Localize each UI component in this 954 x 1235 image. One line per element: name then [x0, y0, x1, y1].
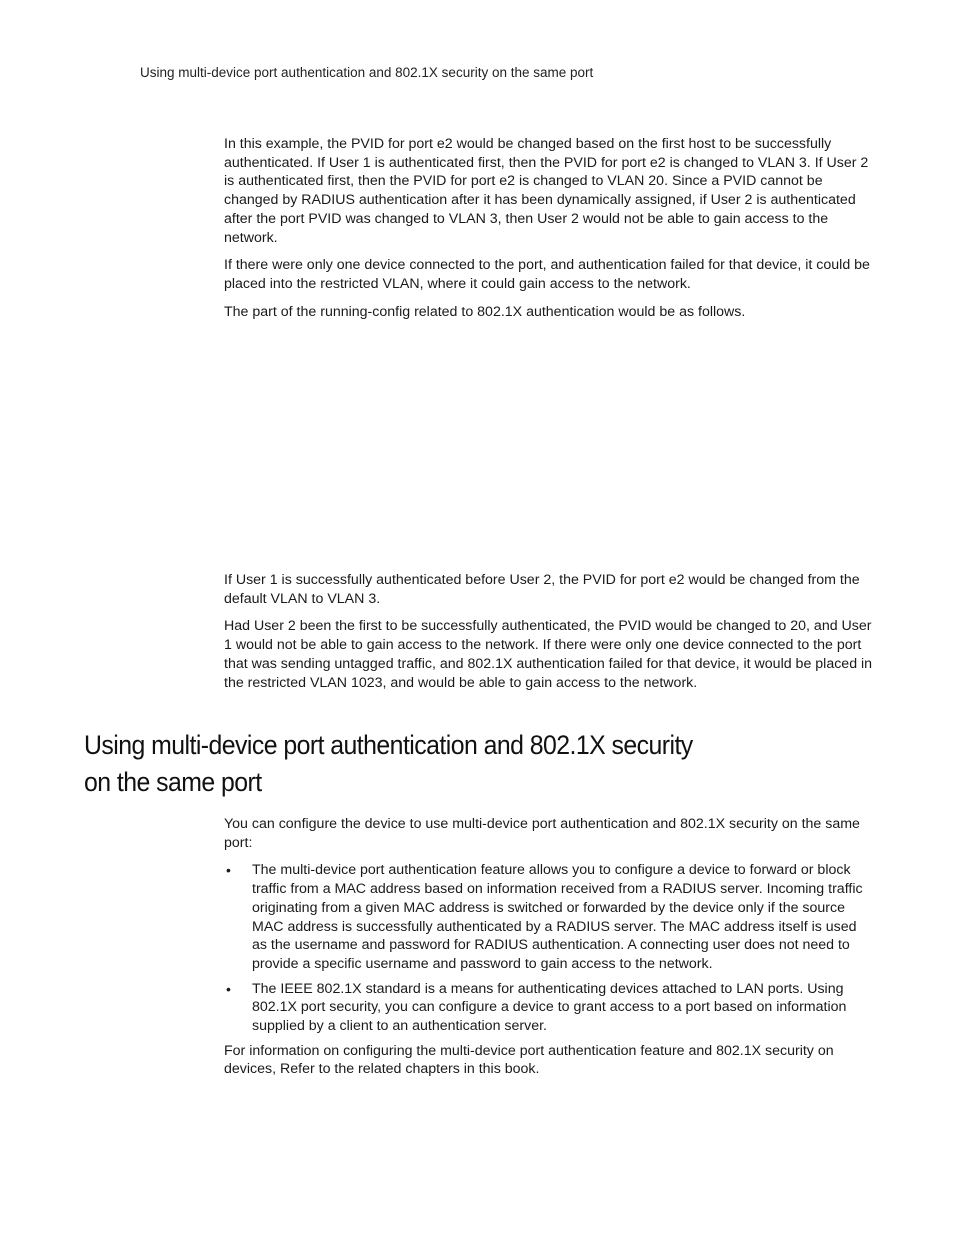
bullet-list	[224, 861, 874, 1035]
example-text-block	[224, 135, 874, 330]
bullet-icon: •	[226, 862, 231, 879]
bullet-text: The multi-device port authentication feature allows you to configure a device to forward or block traffic from a MAC address based on information received from a RADIUS server. Incoming traffic originating from a given MAC address is switched or forwarded by the device only if the source MAC address is successfully authenticated by a RADIUS server. The MAC address itself is used as the username and password for RADIUS authentication. A connecting user does not need to provide a specific username and password to gain access to the network.	[252, 862, 863, 972]
section-heading	[84, 727, 746, 801]
example-paragraph-running-config: The part of the running-config related to 802.1X authentication would be as follows.	[224, 303, 746, 320]
bullet-item-ieee	[224, 980, 874, 1036]
example-paragraph-pvid: In this example, the PVID for port e2 would be changed based on the first host to be successfully authenticated. If User 1 is authenticated first, then the PVID for port e2 is changed to VLAN 3. If User 2 is authenticated first, then the PVID for port e2 is changed to VLAN 20. Since a PVID cannot be changed by RADIUS authentication after it has been dynamically assigned, if User 2 is authenticated after the port PVID was changed to VLAN 3, then User 2 would not be able to gain access to the network.	[224, 136, 869, 246]
bullet-item-multi-device	[224, 861, 874, 973]
section-intro: You can configure the device to use multi-device port authentication and 802.1X security on the same port:	[224, 816, 860, 851]
section-body	[224, 815, 874, 1088]
result-text-block	[224, 571, 874, 701]
section-heading-line2: on the same port	[84, 767, 262, 797]
section-closing: For information on configuring the multi-device port authentication feature and 802.1X security on devices, Refer to the related chapters in this book.	[224, 1042, 834, 1078]
section-heading-line1: Using multi-device port authentication and 802.1X security	[84, 730, 693, 760]
result-paragraph-user1: If User 1 is successfully authenticated before User 2, the PVID for port e2 would be changed from the default VLAN to VLAN 3.	[224, 572, 860, 607]
example-paragraph-single-device: If there were only one device connected to the port, and authentication failed for that device, it could be placed into the restricted VLAN, where it could gain access to the network.	[224, 257, 870, 292]
bullet-text: The IEEE 802.1X standard is a means for authenticating devices attached to LAN ports. Using 802.1X port security, you can configure a device to grant access to a port based on information supplied by a client to an authentication server.	[252, 980, 847, 1035]
running-header: Using multi-device port authentication and 802.1X security on the same port	[140, 65, 594, 80]
bullet-icon: •	[226, 980, 231, 997]
result-paragraph-user2: Had User 2 been the first to be successfully authenticated, the PVID would be changed to 20, and User 1 would not be able to gain access to the network. If there were only one device connected to the port that was sending untagged traffic, and 802.1X authentication failed for that device, it would be placed in the restricted VLAN 1023, and would be able to gain access to the network.	[224, 618, 873, 691]
